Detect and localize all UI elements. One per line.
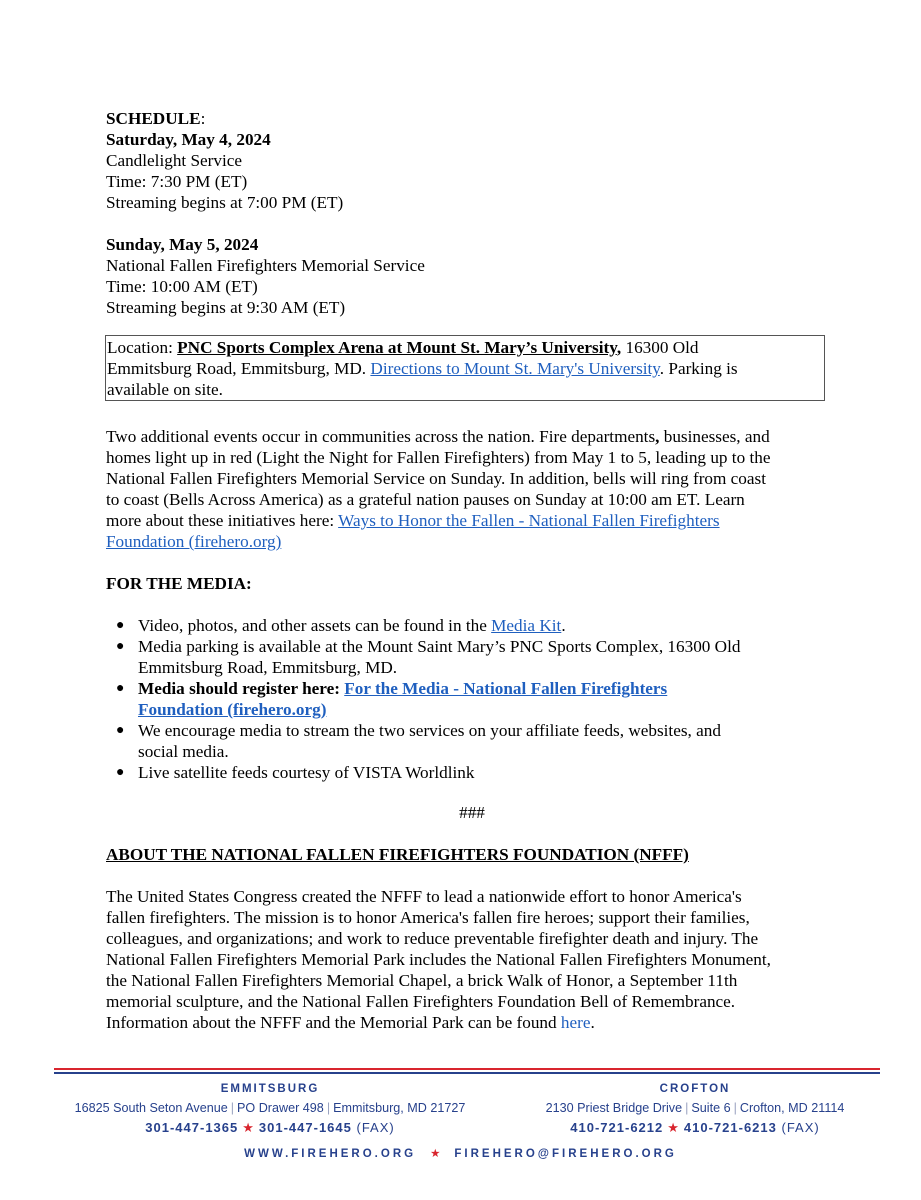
- media-b1-text: Video, photos, and other assets can be found in the: [138, 616, 492, 635]
- footer-crofton: [520, 1080, 870, 1138]
- bullet-icon: ●: [116, 765, 125, 780]
- star-icon: ★: [430, 1148, 441, 1160]
- about-heading: ABOUT THE NATIONAL FALLEN FIREFIGHTERS FOUNDATION (NFFF): [106, 845, 689, 864]
- location-addr2: Emmitsburg Road, Emmitsburg, MD.: [107, 359, 371, 378]
- footer-right-fax-label: (FAX): [776, 1120, 820, 1135]
- events-l1b: businesses, and: [659, 427, 770, 446]
- footer-sep: |: [733, 1101, 737, 1115]
- location-parking2: available on site.: [107, 380, 223, 399]
- footer-left-fax: 301-447-1645: [258, 1120, 352, 1135]
- footer-web-line: [0, 1146, 921, 1160]
- location-venue: PNC Sports Complex Arena at Mount St. Mary’s University: [177, 338, 617, 357]
- bullet-icon: ●: [116, 618, 125, 633]
- day2-date: Sunday, May 5, 2024: [106, 235, 259, 254]
- schedule-heading-colon: :: [200, 109, 206, 128]
- ways-to-honor-link[interactable]: Ways to Honor the Fallen - National Fallen Firefighters: [338, 511, 720, 530]
- day1-date: Saturday, May 4, 2024: [106, 130, 271, 149]
- media-b2-l1: Media parking is available at the Mount Saint Mary’s PNC Sports Complex, 16300 Old: [138, 637, 741, 656]
- events-l2: homes light up in red (Light the Night for Fallen Firefighters) from May 1 to 5, leading up to the: [106, 448, 771, 467]
- footer-email[interactable]: FIREHERO@FIREHERO.ORG: [454, 1148, 677, 1160]
- media-list: [106, 615, 826, 783]
- day2-time: Time: 10:00 AM (ET): [106, 277, 258, 296]
- location-parking1: . Parking is: [659, 359, 738, 378]
- media-b4-l1: We encourage media to stream the two services on your affiliate feeds, websites, and: [138, 721, 721, 740]
- footer-left-po: PO Drawer 498: [237, 1101, 324, 1115]
- day1-stream: Streaming begins at 7:00 PM (ET): [106, 193, 344, 212]
- list-item: [106, 678, 826, 720]
- media-heading: FOR THE MEDIA:: [106, 574, 252, 593]
- about-l7: Information about the NFFF and the Memorial Park can be found: [106, 1013, 561, 1032]
- footer-sep: |: [230, 1101, 235, 1115]
- footer-emmitsburg: [58, 1080, 482, 1138]
- schedule-heading: SCHEDULE: [106, 109, 201, 128]
- footer-left-city: EMMITSBURG: [220, 1083, 320, 1095]
- media-b4-l2: social media.: [138, 742, 229, 761]
- location-addr1: 16300 Old: [621, 338, 699, 357]
- here-link[interactable]: here: [560, 1013, 591, 1032]
- footer-red-rule: [54, 1068, 880, 1070]
- footer-left-fax-label: (FAX): [351, 1120, 395, 1135]
- footer-left-phone: 301-447-1365: [145, 1120, 239, 1135]
- list-item: [106, 636, 826, 678]
- location-label: Location:: [107, 338, 178, 357]
- events-l1-comma: ,: [655, 427, 660, 446]
- location-venue-comma: ,: [616, 338, 622, 357]
- media-register-link-cont[interactable]: Foundation (firehero.org): [138, 700, 327, 719]
- footer-right-phone: 410-721-6212: [570, 1120, 664, 1135]
- star-icon: ★: [667, 1120, 680, 1135]
- footer-website[interactable]: WWW.FIREHERO.ORG: [244, 1148, 417, 1160]
- bullet-icon: ●: [116, 723, 125, 738]
- ways-to-honor-link-cont[interactable]: Foundation (firehero.org): [106, 532, 282, 551]
- letterhead-footer: [0, 1064, 921, 1200]
- list-item: [106, 762, 826, 783]
- about-l3: colleagues, and organizations; and work to reduce preventable firefighter death and injury. The: [106, 929, 759, 948]
- media-b5: Live satellite feeds courtesy of VISTA Worldlink: [138, 763, 475, 782]
- about-l4: National Fallen Firefighters Memorial Park includes the National Fallen Firefighters Monument,: [106, 950, 771, 969]
- events-l4: to coast (Bells Across America) as a grateful nation pauses on Sunday at 10:00 am ET. Learn: [106, 490, 745, 509]
- location-box: [105, 335, 825, 401]
- about-l6: memorial sculpture, and the National Fallen Firefighters Foundation Bell of Remembrance.: [106, 992, 736, 1011]
- about-l2: fallen firefighters. The mission is to honor America's fallen fire heroes; support their families,: [106, 908, 750, 927]
- about-l1: The United States Congress created the NFFF to lead a nationwide effort to honor America's: [106, 887, 742, 906]
- schedule-heading-line: [106, 108, 826, 129]
- list-item: [106, 615, 826, 636]
- day1-time: Time: 7:30 PM (ET): [106, 172, 248, 191]
- footer-right-citystate: Crofton, MD 21114: [739, 1101, 845, 1115]
- day2-stream: Streaming begins at 9:30 AM (ET): [106, 298, 346, 317]
- footer-left-street: 16825 South Seton Avenue: [74, 1101, 228, 1115]
- media-register-label: Media should register here:: [138, 679, 345, 698]
- events-l1a: Two additional events occur in communities across the nation. Fire departments: [106, 427, 656, 446]
- events-l3: National Fallen Firefighters Memorial Service on Sunday. In addition, bells will ring from coast: [106, 469, 766, 488]
- about-l5: the National Fallen Firefighters Memorial Chapel, a brick Walk of Honor, a September 11th: [106, 971, 738, 990]
- media-kit-link[interactable]: Media Kit: [491, 616, 562, 635]
- document-body: [106, 108, 826, 1033]
- media-register-link[interactable]: For the Media - National Fallen Firefighters: [344, 679, 668, 698]
- footer-right-street: 2130 Priest Bridge Drive: [545, 1101, 683, 1115]
- section-separator: ###: [459, 803, 485, 822]
- bullet-icon: ●: [116, 639, 125, 654]
- footer-right-fax: 410-721-6213: [683, 1120, 777, 1135]
- footer-sep: |: [685, 1101, 689, 1115]
- footer-right-suite: Suite 6: [691, 1101, 731, 1115]
- about-end: .: [590, 1013, 595, 1032]
- media-b2-l2: Emmitsburg Road, Emmitsburg, MD.: [138, 658, 398, 677]
- list-item: [106, 720, 826, 762]
- events-l5: more about these initiatives here:: [106, 511, 339, 530]
- star-icon: ★: [242, 1120, 255, 1135]
- footer-right-city: CROFTON: [659, 1083, 731, 1095]
- footer-blue-rule: [54, 1072, 880, 1074]
- day2-event: National Fallen Firefighters Memorial Service: [106, 256, 425, 275]
- day1-event: Candlelight Service: [106, 151, 243, 170]
- bullet-icon: ●: [116, 681, 125, 696]
- footer-left-citystate: Emmitsburg, MD 21727: [333, 1101, 466, 1115]
- directions-link[interactable]: Directions to Mount St. Mary's University: [370, 359, 660, 378]
- footer-sep: |: [326, 1101, 331, 1115]
- media-b1-end: .: [561, 616, 566, 635]
